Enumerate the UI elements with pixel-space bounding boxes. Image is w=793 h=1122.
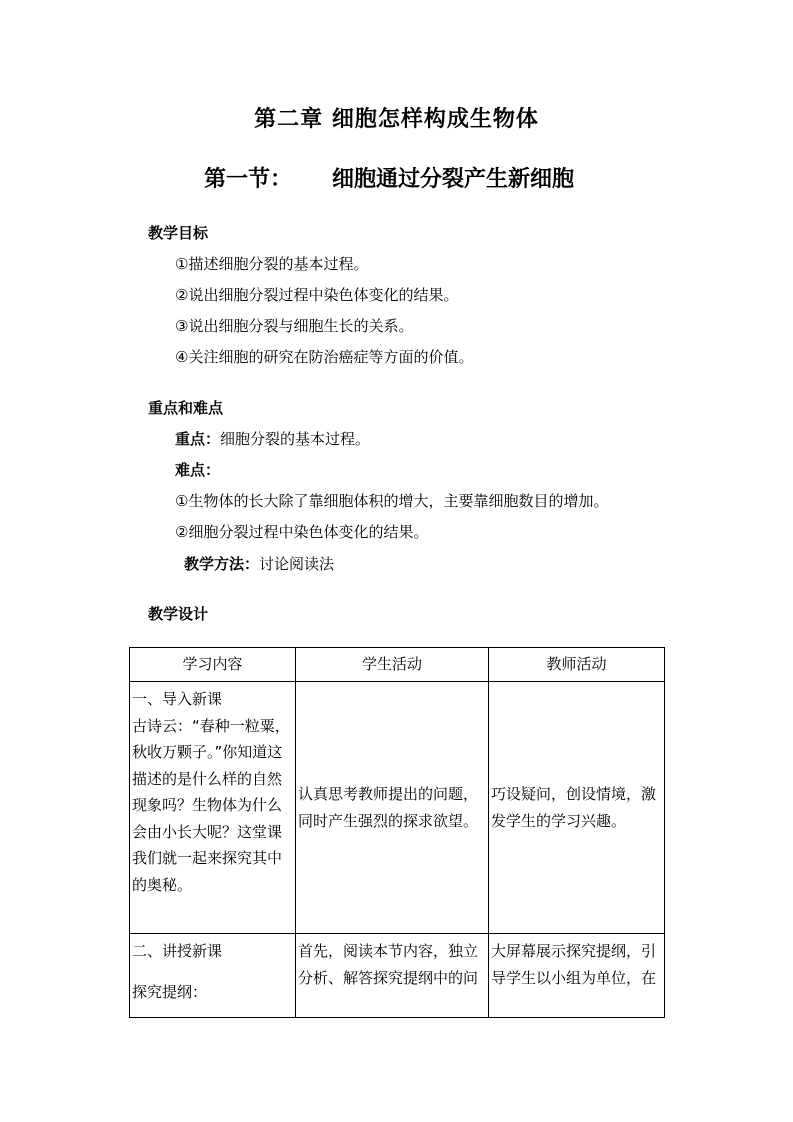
column-header: 教师活动 — [489, 648, 665, 682]
difficult-item: ②细胞分裂过程中染色体变化的结果。 — [175, 523, 429, 541]
design-heading: 教学设计 — [148, 605, 209, 623]
content-heading: 二、讲授新课 — [132, 942, 223, 960]
objective-item: ③说出细胞分裂与细胞生长的关系。 — [175, 317, 414, 335]
key-text: 细胞分裂的基本过程。 — [220, 430, 371, 448]
design-table — [129, 647, 665, 1018]
teacher-cell: 大屏幕展示探究提纲，引导学生以小组为单位，在 — [489, 934, 665, 1018]
key-label: 重点： — [175, 430, 221, 448]
objective-item: ②说出细胞分裂过程中染色体变化的结果。 — [175, 286, 459, 304]
column-header: 学生活动 — [296, 648, 489, 682]
key-point — [175, 428, 370, 449]
section-title: 细胞通过分裂产生新细胞 — [332, 167, 575, 192]
table-row — [130, 934, 665, 1018]
student-cell: 首先，阅读本节内容，独立分析、解答探究提纲中的问 — [296, 934, 489, 1018]
student-cell: 认真思考教师提出的问题，同时产生强烈的探求欲望。 — [296, 682, 489, 934]
section-heading — [204, 162, 574, 193]
content-heading: 一、导入新课 — [132, 690, 223, 708]
objective-item: ①描述细胞分裂的基本过程。 — [175, 255, 369, 273]
teaching-method — [184, 553, 334, 574]
section-label: 第一节： — [204, 167, 293, 192]
objectives-heading: 教学目标 — [148, 224, 209, 242]
method-label: 教学方法： — [184, 555, 260, 573]
content-text: 古诗云：“春种一粒粟，秋收万颗子。”你知道这描述的是什么样的自然现象吗？生物体为什么会由小长大呢？这堂课我们就一起来探究其中的奥秘。 — [132, 716, 290, 894]
difficult-item: ①生物体的长大除了靠细胞体积的增大，主要靠细胞数目的增加。 — [175, 492, 609, 510]
content-cell — [130, 682, 296, 934]
table-row — [130, 682, 665, 934]
teacher-cell: 巧设疑问，创设情境，激发学生的学习兴趣。 — [489, 682, 665, 934]
difficult-label: 难点： — [175, 461, 221, 479]
content-cell — [130, 934, 296, 1018]
chapter-title: 第二章 细胞怎样构成生物体 — [254, 107, 539, 132]
objective-item: ④关注细胞的研究在防治癌症等方面的价值。 — [175, 348, 474, 366]
keypoints-heading: 重点和难点 — [148, 399, 224, 417]
method-text: 讨论阅读法 — [259, 555, 335, 573]
table-header-row — [130, 648, 665, 682]
content-text: 探究提纲： — [132, 982, 208, 1001]
column-header: 学习内容 — [130, 648, 296, 682]
